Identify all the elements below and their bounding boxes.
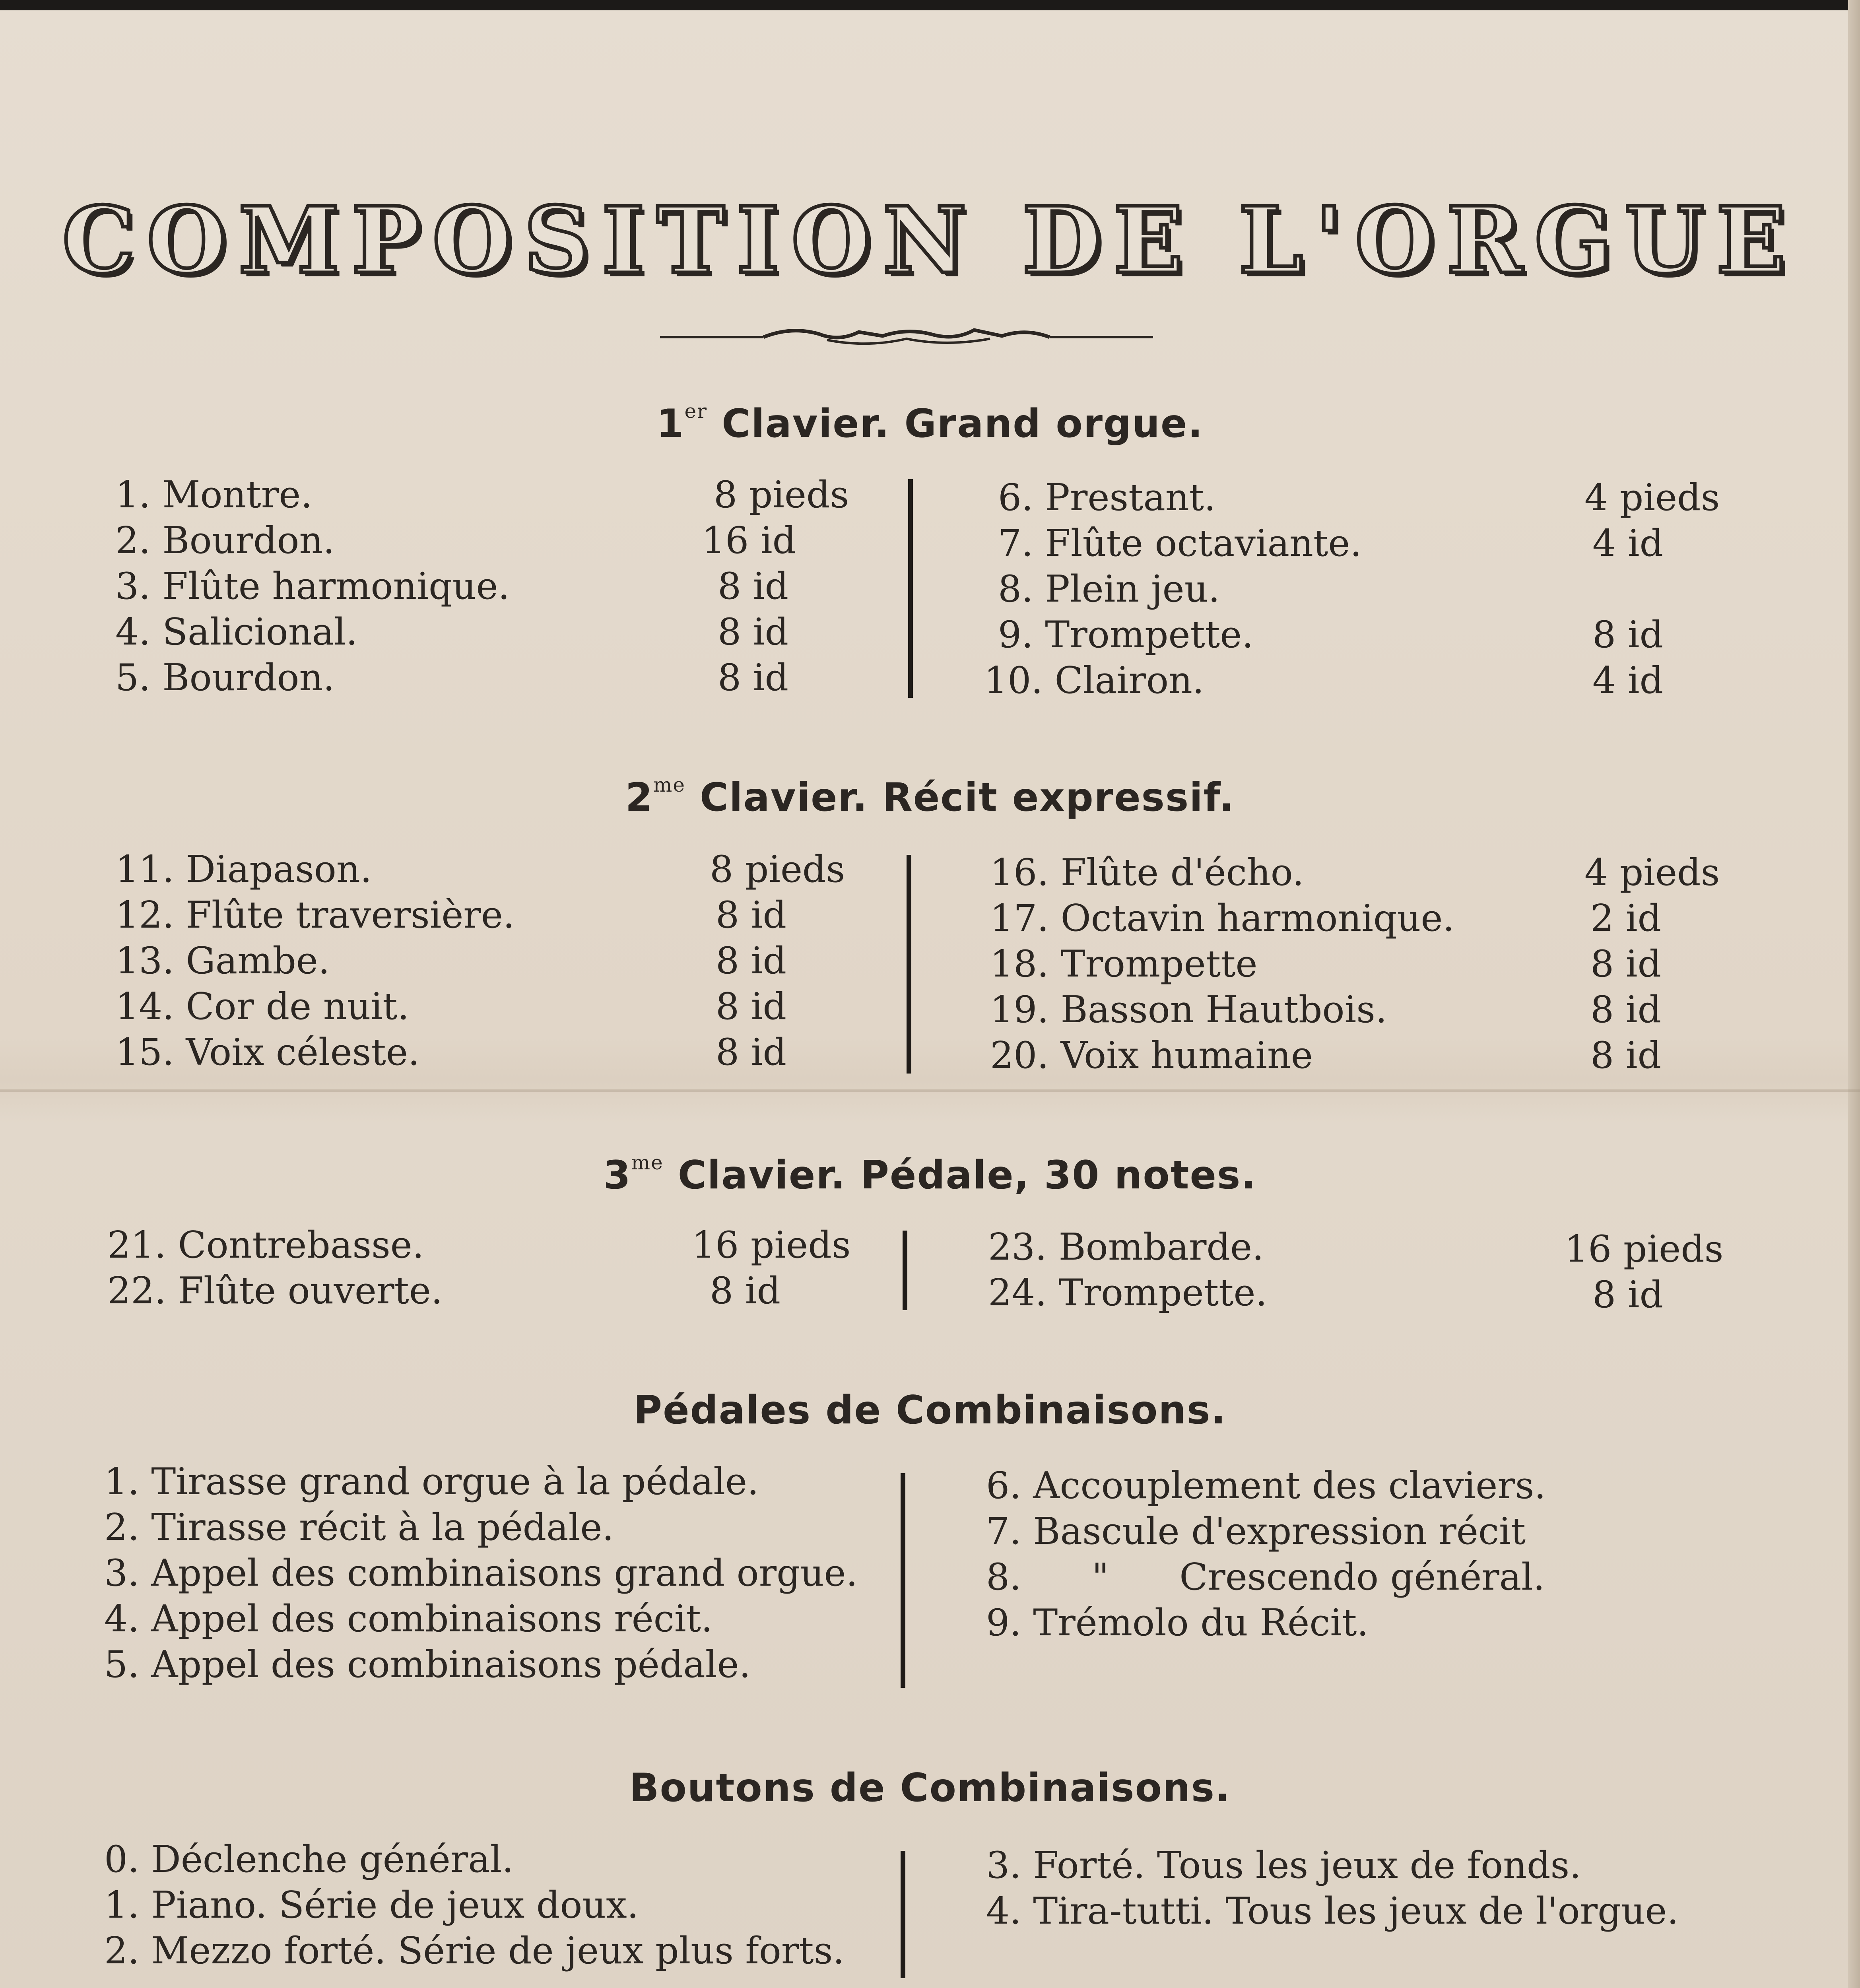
stop-value: 8 id: [1590, 942, 1662, 985]
stop-value: 8 id: [716, 985, 787, 1028]
stop-row: 23. Bombarde.: [988, 1225, 1264, 1268]
stop-row: 4. Salicional.: [115, 610, 358, 653]
list-item: 6. Accouplement des claviers.: [986, 1464, 1546, 1507]
heading-ordinal: me: [653, 773, 685, 796]
list-item: 1. Piano. Série de jeux doux.: [104, 1883, 639, 1926]
stop-row: 20. Voix humaine: [990, 1034, 1313, 1077]
stop-value: 16 pieds: [692, 1223, 851, 1266]
stop-value: 8 id: [1592, 613, 1664, 656]
section-heading-recit-expressif: [0, 773, 1860, 820]
stop-row: 15. Voix céleste.: [115, 1031, 420, 1074]
stop-row: 5. Bourdon.: [115, 656, 335, 699]
list-item: 8. " Crescendo général.: [986, 1555, 1545, 1598]
column-divider: [907, 855, 911, 1074]
list-item: 4. Tira-tutti. Tous les jeux de l'orgue.: [986, 1889, 1679, 1932]
stop-row: 10. Clairon.: [984, 659, 1204, 702]
section-heading-pedales-combinaisons: [0, 1388, 1860, 1433]
list-item: 3. Appel des combinaisons grand orgue.: [104, 1551, 858, 1594]
heading-ordinal: er: [684, 400, 708, 423]
stop-value: 8 id: [716, 1031, 787, 1074]
heading-text: Boutons de Combinaisons.: [629, 1765, 1231, 1811]
stop-row: 11. Diapason.: [115, 848, 372, 891]
list-item: 0. Déclenche général.: [104, 1838, 514, 1881]
heading-ordinal: me: [631, 1151, 664, 1174]
list-item: 9. Trémolo du Récit.: [986, 1601, 1369, 1644]
stop-value: 8 id: [718, 565, 789, 608]
stop-value: 8 id: [716, 939, 787, 982]
paper-fold: [0, 1089, 1860, 1092]
stop-value: 8 pieds: [710, 848, 845, 891]
stop-row: 3. Flûte harmonique.: [115, 565, 510, 608]
stop-value: 4 id: [1592, 659, 1664, 702]
section-heading-grand-orgue: [0, 400, 1860, 447]
stop-value: 8 id: [1592, 1273, 1664, 1316]
column-divider: [903, 1231, 907, 1310]
stop-row: 8. Plein jeu.: [998, 567, 1220, 610]
stop-value: 8 pieds: [714, 473, 849, 516]
list-item: 1. Tirasse grand orgue à la pédale.: [104, 1460, 759, 1503]
section-heading-pedale: [0, 1151, 1860, 1198]
stop-value: 2 id: [1590, 897, 1662, 940]
list-item: 5. Appel des combinaisons pédale.: [104, 1643, 751, 1686]
stop-row: 7. Flûte octaviante.: [998, 522, 1362, 565]
heading-number: 2: [625, 775, 653, 820]
section-heading-boutons-combinaisons: [0, 1765, 1860, 1811]
column-divider: [901, 1851, 905, 1978]
heading-text: Clavier. Récit expressif.: [700, 775, 1235, 820]
stop-row: 12. Flûte traversière.: [115, 893, 515, 936]
stop-row: 19. Basson Hautbois.: [990, 988, 1387, 1031]
list-item: 2. Tirasse récit à la pédale.: [104, 1506, 614, 1549]
list-item: 3. Forté. Tous les jeux de fonds.: [986, 1844, 1581, 1887]
stop-row: 6. Prestant.: [998, 476, 1216, 519]
stop-row: 22. Flûte ouverte.: [107, 1269, 443, 1312]
column-divider: [908, 479, 913, 698]
heading-text: Pédales de Combinaisons.: [633, 1388, 1227, 1433]
stop-row: 1. Montre.: [115, 473, 313, 516]
stop-value: 8 id: [718, 656, 789, 699]
stop-value: 16 pieds: [1565, 1227, 1724, 1270]
list-item: 7. Bascule d'expression récit: [986, 1510, 1526, 1553]
column-divider: [901, 1473, 905, 1688]
stop-value: 8 id: [1590, 988, 1662, 1031]
heading-number: 1: [656, 401, 685, 447]
stop-row: 18. Trompette: [990, 942, 1258, 985]
heading-text: Clavier. Pédale, 30 notes.: [678, 1153, 1257, 1198]
stop-row: 21. Contrebasse.: [107, 1223, 424, 1266]
stop-value: 16 id: [702, 519, 796, 562]
list-item: 2. Mezzo forté. Série de jeux plus forts.: [104, 1929, 845, 1972]
heading-text: Clavier. Grand orgue.: [722, 401, 1204, 447]
stop-value: 8 id: [716, 893, 787, 936]
list-item: 4. Appel des combinaisons récit.: [104, 1597, 713, 1640]
right-edge: [1848, 0, 1860, 1988]
stop-row: 2. Bourdon.: [115, 519, 335, 562]
stop-row: 9. Trompette.: [998, 613, 1254, 656]
heading-number: 3: [603, 1153, 631, 1198]
stop-value: 8 id: [710, 1269, 781, 1312]
top-edge: [0, 0, 1860, 10]
stop-value: 4 pieds: [1584, 476, 1720, 519]
page-title: COMPOSITION DE L'ORGUE: [62, 187, 1798, 294]
stop-row: 24. Trompette.: [988, 1271, 1268, 1314]
ornament-divider: [660, 318, 1153, 354]
stop-value: 4 id: [1592, 522, 1664, 565]
stop-row: 13. Gambe.: [115, 939, 330, 982]
stop-row: 17. Octavin harmonique.: [990, 897, 1454, 940]
stop-row: 16. Flûte d'écho.: [990, 851, 1304, 894]
stop-row: 14. Cor de nuit.: [115, 985, 410, 1028]
stop-value: 8 id: [1590, 1034, 1662, 1077]
stop-value: 4 pieds: [1584, 851, 1720, 894]
stop-value: 8 id: [718, 610, 789, 653]
